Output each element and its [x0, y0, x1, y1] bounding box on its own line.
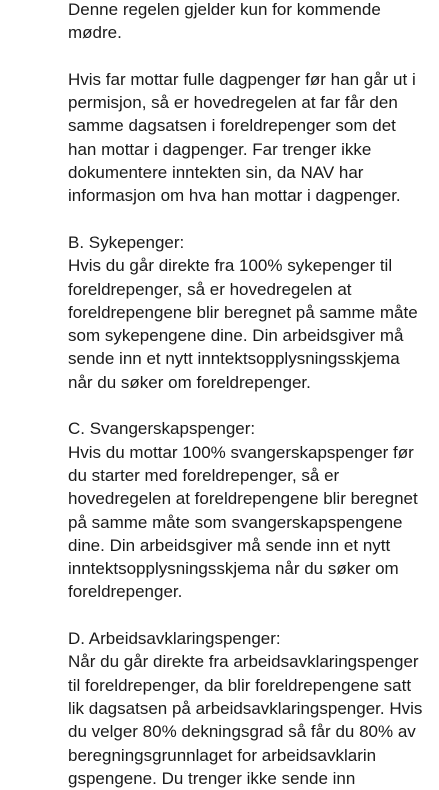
- text-line: han mottar i dagpenger. Far trenger ikke: [68, 139, 372, 159]
- text-line: Hvis far mottar fulle dagpenger før han går ut i: [68, 69, 416, 89]
- document-body: [68, 0, 436, 790]
- text-line: foreldrepenger, så er hovedregelen at: [68, 279, 352, 299]
- text-line: samme dagsatsen i foreldrepenger som det: [68, 116, 396, 136]
- text-line: lik dagsatsen på arbeidsavklaringspenger. Hvis: [68, 698, 423, 718]
- text-line: beregningsgrunnlaget for arbeidsavklarin: [68, 745, 377, 765]
- text-line: foreldrepengene blir beregnet på samme måte: [68, 302, 418, 322]
- text-line: Hvis du går direkte fra 100% sykepenger til: [68, 256, 393, 276]
- text-line: som sykepengene dine. Din arbeidsgiver må: [68, 326, 404, 346]
- text-line: Denne regelen gjelder kun for kommende: [68, 0, 381, 19]
- text-line: når du søker om foreldrepenger.: [68, 372, 311, 392]
- paragraph-section-c: [68, 417, 436, 603]
- paragraph-gap: [68, 394, 436, 417]
- text-line: hovedregelen at foreldrepengene blir beregnet: [68, 489, 418, 509]
- paragraph-intro-note: [68, 0, 436, 45]
- text-line: dine. Din arbeidsgiver må sende inn et nytt: [68, 535, 391, 555]
- paragraph-section-b: [68, 231, 436, 394]
- section-heading: B. Sykepenger:: [68, 232, 185, 252]
- text-line: inntektsopplysningsskjema når du søker om: [68, 559, 399, 579]
- paragraph-far-dagpenger: [68, 68, 436, 208]
- text-line: Når du går direkte fra arbeidsavklaringspenger: [68, 652, 419, 672]
- paragraph-gap: [68, 45, 436, 68]
- text-line: på samme måte som svangerskapspengene: [68, 512, 403, 532]
- text-line: mødre.: [68, 23, 122, 43]
- text-line: du velger 80% dekningsgrad så får du 80% av: [68, 722, 416, 742]
- text-line: Hvis du mottar 100% svangerskapspenger før: [68, 442, 414, 462]
- text-line: du starter med foreldrepenger, så er: [68, 465, 340, 485]
- text-line: informasjon om hva han mottar i dagpenger.: [68, 186, 401, 206]
- paragraph-section-d: [68, 627, 436, 790]
- text-line: sende inn et nytt inntektsopplysningsskjema: [68, 349, 400, 369]
- paragraph-gap: [68, 208, 436, 231]
- text-line: foreldrepenger.: [68, 582, 183, 602]
- text-line: gspengene. Du trenger ikke sende inn: [68, 768, 356, 788]
- text-line: til foreldrepenger, da blir foreldrepengene satt: [68, 675, 412, 695]
- text-line: permisjon, så er hovedregelen at far får den: [68, 93, 398, 113]
- text-line: dokumentere inntekten sin, da NAV har: [68, 163, 364, 183]
- section-heading: C. Svangerskapspenger:: [68, 419, 256, 439]
- paragraph-gap: [68, 604, 436, 627]
- section-heading: D. Arbeidsavklaringspenger:: [68, 629, 281, 649]
